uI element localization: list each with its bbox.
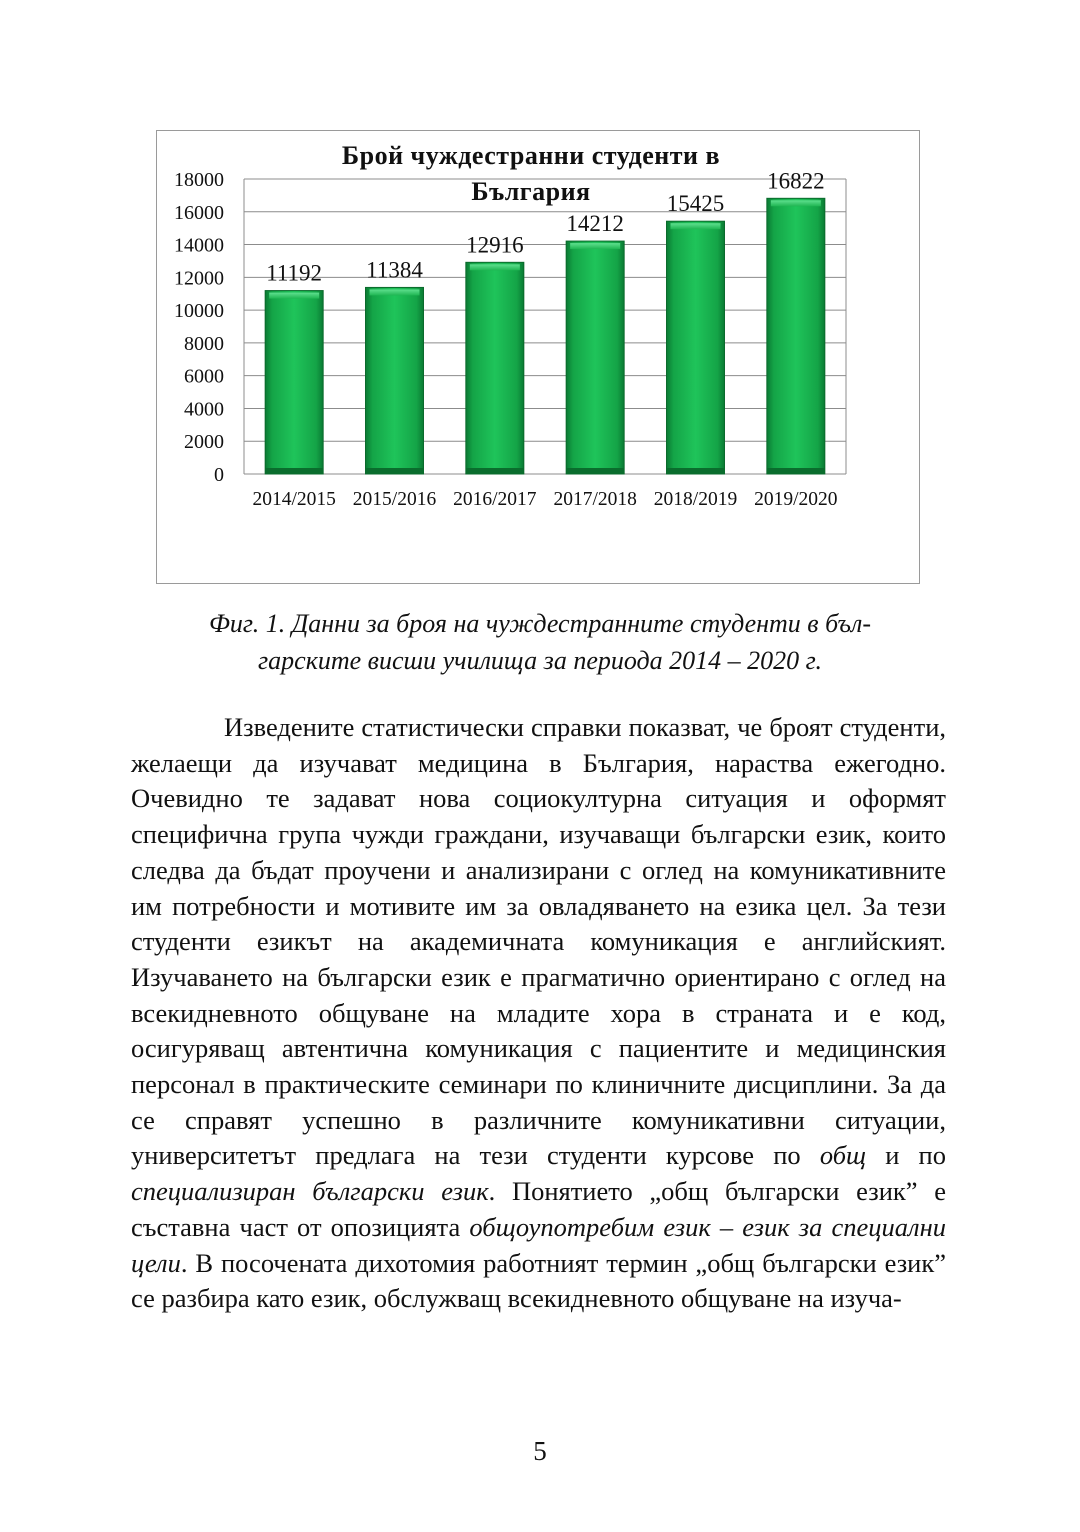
data-label: 11384: [366, 257, 423, 283]
chart-title-line-1: Брой чуждестранни студенти в: [341, 141, 721, 170]
chart-title-line-2: България: [471, 177, 591, 206]
x-tick-label: 2017/2018: [553, 489, 637, 510]
data-label: 11192: [266, 260, 323, 286]
text-run: . В посочената дихотомия работният термин „общ български език” се разбира като език, обслужващ всекидневното общуване на изуча-: [131, 1247, 946, 1314]
y-tick-label: 0: [214, 464, 224, 486]
emphasis-opposition: общоупотребим език – език за специални цели: [131, 1211, 946, 1278]
page-number: 5: [533, 1436, 547, 1466]
figure-caption: [130, 605, 950, 679]
bar: [566, 241, 624, 474]
x-tick-label: 2018/2019: [653, 489, 738, 510]
x-tick-label: 2016/2017: [453, 489, 537, 510]
y-tick-label: 10000: [174, 300, 224, 323]
text-run: и по: [866, 1140, 946, 1171]
x-tick-label: 2014/2015: [252, 489, 336, 510]
bar-highlight: [671, 223, 721, 229]
text-run: . Понятието „общ български език” е съставна част от опозицията: [131, 1176, 947, 1242]
emphasis-general: общ: [819, 1140, 867, 1171]
bar-highlight: [470, 264, 520, 270]
data-label: 12916: [466, 232, 524, 258]
caption-line-2: гарските висши училища за периода 2014 – 2020 г.: [258, 646, 822, 675]
x-tick-label: 2019/2020: [754, 489, 838, 510]
paragraph: [131, 710, 946, 1317]
x-tick-label: 2015/2016: [352, 489, 437, 510]
bar: [767, 198, 825, 474]
bar-highlight: [269, 293, 319, 299]
y-tick-label: 14000: [174, 234, 224, 257]
bar-highlight: [570, 243, 620, 249]
bar-chart: [0, 0, 1080, 600]
y-tick-label: 8000: [184, 332, 224, 355]
data-label: 16822: [767, 168, 825, 194]
y-tick-label: 12000: [174, 267, 224, 290]
bar-base: [667, 468, 725, 474]
y-tick-label: 4000: [184, 398, 224, 421]
body-text: [131, 710, 946, 1317]
bar: [265, 291, 323, 474]
emphasis-specialized: специализиран български език: [131, 1176, 489, 1207]
y-tick-label: 6000: [184, 365, 224, 388]
data-label: 14212: [566, 211, 624, 237]
bar-base: [366, 468, 424, 474]
data-label: 15425: [666, 191, 725, 217]
y-tick-label: 2000: [184, 431, 224, 454]
bar: [466, 262, 524, 474]
bar: [366, 287, 424, 474]
bar-base: [466, 468, 524, 474]
y-tick-label: 16000: [174, 201, 224, 224]
bar: [667, 221, 725, 474]
bar-highlight: [370, 289, 420, 295]
y-tick-label: 18000: [174, 169, 224, 191]
caption-line-1: Фиг. 1. Данни за броя на чуждестранните студенти в бъл-: [208, 609, 871, 638]
bar-base: [566, 468, 624, 474]
bar-base: [265, 468, 323, 474]
chart-title: [281, 138, 781, 210]
text-run: Изведените статистически справки показват, че броят студенти, желаещи да изучават медицина в България, нараства ежегодно. Очевидно те задават нова социокултурна ситуация и оформят специфична група чужди граждани, изучаващи български език, които следва да бъдат проучени и анализирани с оглед на комуникативните им потребности и мотивите им за овладяването на езика цел. За тези студенти езикът на академичната комуникация е английският. Изучаването на български език е прагматично ориентирано с оглед на всекидневното общуване на младите хора в страната и е код, осигуряващ автентична комуникация с пациентите и медицинския персонал в практическите семинари по клиничните дисциплини. За да се справят успешно в различните комуникативни ситуации, университетът предлага на тези студенти курсове по: [131, 712, 946, 1171]
bar-base: [767, 468, 825, 474]
